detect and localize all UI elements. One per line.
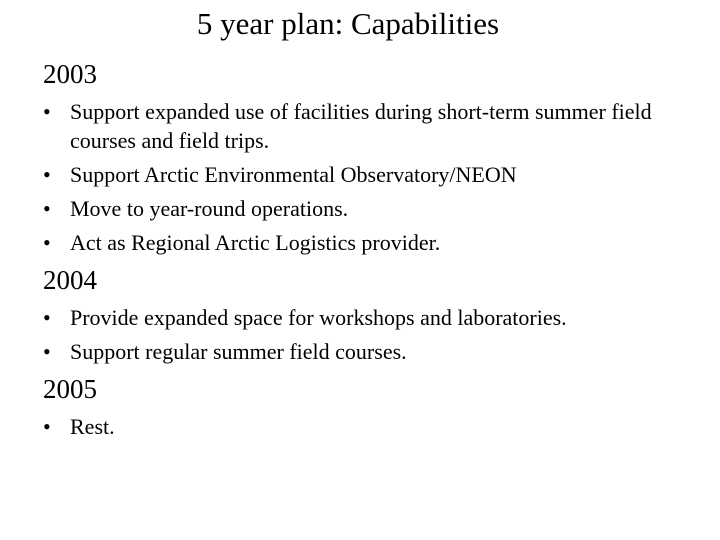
list-item xyxy=(43,194,703,223)
list-item-text: Move to year-round operations. xyxy=(70,196,349,221)
list-item-text: Support regular summer field courses. xyxy=(70,339,407,364)
year-heading-2005: 2005 xyxy=(43,374,97,404)
list-item xyxy=(43,97,703,155)
list-item xyxy=(43,160,703,189)
bullet-glyph: • xyxy=(43,414,51,439)
slide-content xyxy=(43,57,703,447)
bullet-glyph: • xyxy=(43,305,51,330)
bullet-glyph: • xyxy=(43,230,51,255)
bullet-glyph: • xyxy=(43,99,51,124)
list-item-text: Support expanded use of facilities during short-term summer field courses and field trips. xyxy=(70,99,652,153)
year-heading-2003: 2003 xyxy=(43,59,97,89)
list-item xyxy=(43,228,703,257)
list-item-text: Act as Regional Arctic Logistics provider. xyxy=(70,230,441,255)
year-heading-2004: 2004 xyxy=(43,265,97,295)
bullet-list-2005 xyxy=(43,412,703,441)
list-item-text: Rest. xyxy=(70,414,115,439)
bullet-glyph: • xyxy=(43,162,51,187)
bullet-glyph: • xyxy=(43,196,51,221)
bullet-list-2003 xyxy=(43,97,703,257)
list-item xyxy=(43,412,703,441)
list-item xyxy=(43,337,703,366)
list-item xyxy=(43,303,703,332)
list-item-text: Support Arctic Environmental Observatory/NEON xyxy=(70,162,517,187)
bullet-list-2004 xyxy=(43,303,703,366)
list-item-text: Provide expanded space for workshops and laboratories. xyxy=(70,305,567,330)
bullet-glyph: • xyxy=(43,339,51,364)
slide-title: 5 year plan: Capabilities xyxy=(196,6,500,41)
